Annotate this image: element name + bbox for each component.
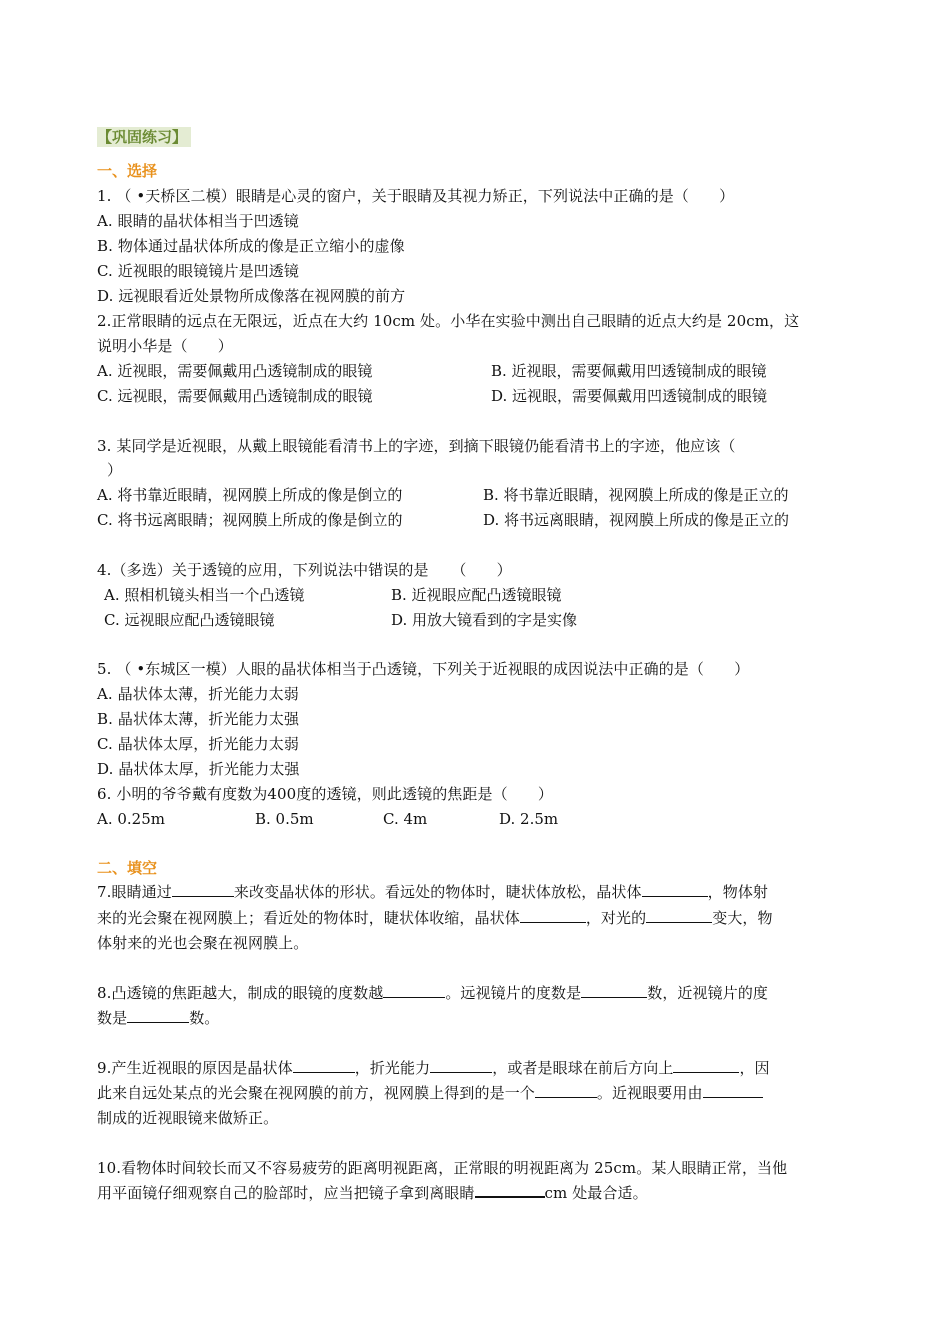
q8-line1	[97, 981, 768, 1005]
q3-option-b: B. 将书靠近眼睛，视网膜上所成的像是正立的	[483, 486, 789, 504]
q1-option-a: A. 眼睛的晶状体相当于凹透镜	[97, 212, 299, 230]
q8-blank-1[interactable]	[383, 983, 445, 998]
q5-option-b: B. 晶状体太薄，折光能力太强	[97, 710, 300, 728]
q7-text-4: 来的光会聚在视网膜上；看近处的物体时，睫状体收缩，晶状体	[97, 909, 520, 927]
q7-blank-1[interactable]	[172, 882, 234, 897]
q8-blank-2[interactable]	[581, 983, 647, 998]
q9-blank-4[interactable]	[535, 1083, 597, 1098]
q6-option-a: A. 0.25m	[97, 810, 165, 828]
q2-stem-line1: 2.正常眼睛的远点在无限远，近点在大约 10cm 处。小华在实验中测出自己眼睛的近点大约是 20cm，这	[97, 312, 800, 330]
q8-text-3: 数，近视镜片的度	[647, 984, 769, 1002]
q9-line2	[97, 1081, 763, 1105]
q1-option-b: B. 物体通过晶状体所成的像是正立缩小的虚像	[97, 237, 405, 255]
q4-option-d: D. 用放大镜看到的字是实像	[391, 611, 578, 629]
section-fill-title: 二、填空	[97, 859, 158, 877]
q3-option-a: A. 将书靠近眼睛，视网膜上所成的像是倒立的	[97, 486, 403, 504]
q8-line2	[97, 1006, 219, 1030]
q1-option-d: D. 远视眼看近处景物所成像落在视网膜的前方	[97, 287, 406, 305]
q5-option-c: C. 晶状体太厚，折光能力太弱	[97, 735, 299, 753]
q5-option-d: D. 晶状体太厚，折光能力太强	[97, 760, 300, 778]
q9-text-5: 此来自远处某点的光会聚在视网膜的前方，视网膜上得到的是一个	[97, 1084, 535, 1102]
q7-line2	[97, 906, 773, 930]
q10-line2	[97, 1181, 648, 1205]
q9-blank-3[interactable]	[673, 1058, 739, 1073]
q4-option-b: B. 近视眼应配凸透镜眼镜	[391, 586, 562, 604]
q8-text-1: 8.凸透镜的焦距越大，制成的眼镜的度数越	[97, 984, 384, 1002]
q7-blank-2[interactable]	[642, 882, 708, 897]
heading: 【巩固练习】	[97, 127, 191, 147]
q6-option-c: C. 4m	[383, 810, 428, 828]
q8-text-5: 数。	[189, 1009, 220, 1027]
q6-option-b: B. 0.5m	[255, 810, 314, 828]
q5-option-a: A. 晶状体太薄，折光能力太弱	[97, 685, 299, 703]
q4-stem: 4.（多选）关于透镜的应用，下列说法中错误的是 （ ）	[97, 561, 512, 579]
q7-text-1: 7.眼睛通过	[97, 883, 172, 901]
q9-text-4: ，因	[739, 1059, 770, 1077]
q2-option-d: D. 远视眼，需要佩戴用凹透镜制成的眼镜	[491, 387, 768, 405]
q9-line1	[97, 1056, 770, 1080]
q6-stem: 6. 小明的爷爷戴有度数为400度的透镜，则此透镜的焦距是（ ）	[97, 785, 554, 803]
q10-text-3: cm 处最合适。	[544, 1184, 648, 1202]
q10-text-2: 用平面镜仔细观察自己的脸部时，应当把镜子拿到离眼睛	[97, 1184, 475, 1202]
q2-option-a: A. 近视眼，需要佩戴用凸透镜制成的眼镜	[97, 362, 373, 380]
q7-text-7: 体射来的光也会聚在视网膜上。	[97, 934, 309, 952]
q9-blank-5[interactable]	[703, 1083, 763, 1098]
q7-text-6: 变大，物	[712, 909, 773, 927]
q3-option-c: C. 将书远离眼睛；视网膜上所成的像是倒立的	[97, 511, 403, 529]
section-choice-title: 一、选择	[97, 162, 158, 180]
q8-text-2: 。远视镜片的度数是	[445, 984, 582, 1002]
q7-line1	[97, 880, 768, 904]
q3-stem-line1: 3. 某同学是近视眼，从戴上眼镜能看清书上的字迹，到摘下眼镜仍能看清书上的字迹，他应该（	[97, 437, 736, 455]
q9-text-2: ，折光能力	[354, 1059, 431, 1077]
q9-text-6: 。近视眼要用由	[596, 1084, 703, 1102]
q7-blank-4[interactable]	[646, 908, 712, 923]
q8-text-4: 数是	[97, 1009, 128, 1027]
q7-text-3: ，物体射	[707, 883, 769, 901]
q9-text-1: 9.产生近视眼的原因是晶状体	[97, 1059, 293, 1077]
q6-option-d: D. 2.5m	[499, 810, 559, 828]
q7-blank-3[interactable]	[520, 908, 586, 923]
q2-option-b: B. 近视眼，需要佩戴用凹透镜制成的眼镜	[491, 362, 767, 380]
q9-text-7: 制成的近视眼镜来做矫正。	[97, 1109, 279, 1127]
q1-option-c: C. 近视眼的眼镜镜片是凹透镜	[97, 262, 299, 280]
q10-line1: 10.看物体时间较长而又不容易疲劳的距离明视距离，正常眼的明视距离为 25cm。某人眼睛正常，当他	[97, 1159, 788, 1177]
q2-option-c: C. 远视眼，需要佩戴用凸透镜制成的眼镜	[97, 387, 373, 405]
q7-text-5: ，对光的	[585, 909, 647, 927]
q3-option-d: D. 将书远离眼睛，视网膜上所成的像是正立的	[483, 511, 790, 529]
q8-blank-3[interactable]	[127, 1008, 189, 1023]
q4-option-c: C. 远视眼应配凸透镜眼镜	[104, 611, 275, 629]
q2-stem-line2: 说明小华是（ ）	[97, 337, 233, 355]
q4-option-a: A. 照相机镜头相当一个凸透镜	[104, 586, 305, 604]
q10-blank-1[interactable]	[475, 1182, 545, 1198]
q9-blank-1[interactable]	[293, 1058, 355, 1073]
q7-text-2: 来改变晶状体的形状。看远处的物体时，睫状体放松，晶状体	[233, 883, 642, 901]
q5-stem: 5. （ •东城区一模）人眼的晶状体相当于凸透镜，下列关于近视眼的成因说法中正确的是（ ）	[97, 660, 750, 678]
q3-stem-line2: ）	[107, 461, 123, 479]
q9-blank-2[interactable]	[430, 1058, 492, 1073]
q9-text-3: ，或者是眼球在前后方向上	[492, 1059, 674, 1077]
q1-stem: 1. （ •天桥区二模）眼睛是心灵的窗户，关于眼睛及其视力矫正，下列说法中正确的是（ ）	[97, 187, 735, 205]
